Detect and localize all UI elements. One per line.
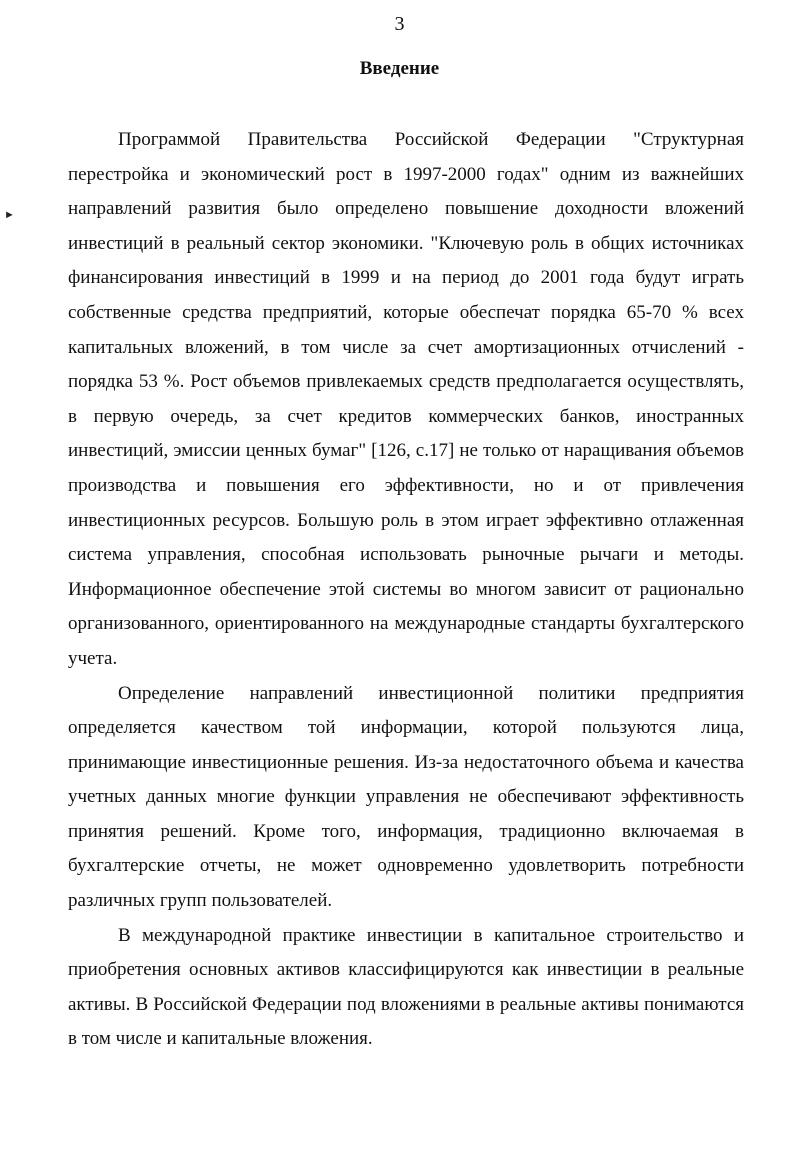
paragraph-1: Программой Правительства Российской Федерации "Структурная перестройка и экономический рост в 1997-2000 годах" одним из важнейших направлений развития было определено повышение доходности вложений инвестиций в реальный сектор экономики. "Ключевую роль в общих источниках финансирования инвестиций в 1999 и на период до 2001 года будут играть собственные средства предприятий, которые обеспечат порядка 65-70 % всех капитальных вложений, в том числе за счет амортизационных отчислений - порядка 53 %. Рост объемов привлекаемых средств предполагается осуществлять, в первую очередь, за счет кредитов коммерческих банков, иностранных инвестиций, эмиссии ценных бумаг" [126, с.17] не только от наращивания объемов производства и повышения его эффективности, но и от привлечения инвестиционных ресурсов. Большую роль в этом играет эффективно отлаженная система управления, способная использовать рыночные рычаги и методы. Информационное обеспечение этой системы во многом зависит от рационально организованного, ориентированного на международные стандарты бухгалтерского учета.	[68, 129, 744, 669]
section-heading: Введение	[359, 58, 440, 79]
paragraph-2: Определение направлений инвестиционной политики предприятия определяется качеством той информации, которой пользуются лица, принимающие инвестиционные решения. Из-за недостаточного объема и качества учетных данных многие функции управления не обеспечивают эффективность принятия решений. Кроме того, информация, традиционно включаемая в бухгалтерские отчеты, не может одновременно удовлетворить потребности различных групп пользователей.	[68, 682, 744, 912]
margin-arrow-mark: ►	[4, 209, 15, 221]
paragraph-3: В международной практике инвестиции в капитальное строительство и приобретения основных активов классифицируются как инвестиции в реальные активы. В Российской Федерации под вложениями в реальные активы понимаются в том числе и капитальные вложения.	[68, 924, 744, 1050]
body-text	[68, 123, 744, 1057]
page-number: 3	[394, 13, 405, 35]
